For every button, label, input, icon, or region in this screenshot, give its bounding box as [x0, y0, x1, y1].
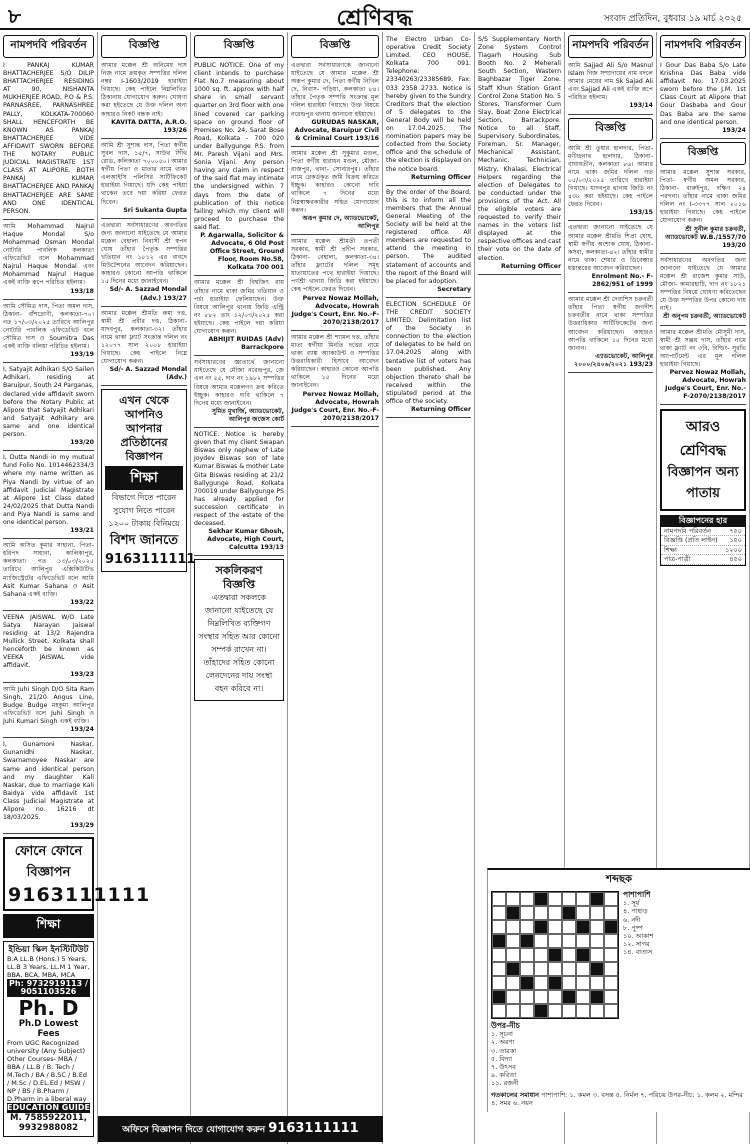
institute-name: ইন্ডিয়া স্কিল ইনস্টিটিউট [8, 945, 89, 956]
ad-signature: GURUDAS NASKAR, Advocate, Baruipur Civil & Criminal Court 193/16 [294, 118, 379, 142]
rate-label: পাত্র-পাত্রী [664, 555, 691, 564]
ad-text: আমার মক্কেল শ্রী শ্যামল দত্ত, তাঁহার মাতা স্বর্গীয়া মিনতি দত্তের নামে থাকা ব্যাঙ্ক অ্যাকাউন্ট ও সম্পত্তির উত্তরাধিকারী হিসাবে আবেদন করিয়াছেন। কাহারও কোনো আপত্তি থাকিলে ১৫ দিনের মধ্যে জানাইবেন। [291, 333, 379, 390]
education-guide-phone: M. 7585922011, 9932988082 [9, 1113, 88, 1134]
crossword-block [506, 962, 520, 976]
across-clue: ১০. আকাশ [623, 932, 654, 941]
ad-signature: 193/18 [70, 287, 94, 295]
ad-text: PUBLIC NOTICE. One of my client intends to purchase Flat No.7 measuring about 1000 sq. ft. approx with half share in small servant quarter on 3rd floor with one lined covered car parking space on ground floor of Premises No. 24, Sarat Bose Road, Kolkata - 700 020 under Ballygunge P.S. from Mr. Paresh Vijani and Mrs. Sonia Vijani. Any person having any claim in respect of the said flat may intimate the undersigned within 7 days from the date of publication of this notice failing which my client will proceed to purchase the said flat. [194, 62, 284, 231]
classified-ad [3, 741, 94, 834]
education-promo [101, 389, 196, 572]
across-clue: ৮. পুষ্প [623, 923, 643, 932]
crossword-cell[interactable] [590, 906, 604, 920]
rate-row [661, 555, 745, 565]
ad-text: এতদ্বারা সর্বসাধারণের অবগতির জন্য জানানো যাইতেছে যে আমার মক্কেল বেহালা নিবাসী শ্রী স্বপন ঘোষ তাঁহার পৈতৃক সম্পত্তির খতিয়ান নং ১৮১২ এর বাবদে মিউটেশনের আবেদন করিয়াছেন। কাহারও কোনো আপত্তি থাকিলে ১৫ দিনের মধ্যে জানাইবেন। [101, 221, 187, 286]
down-clue: ২. অরণ্য [491, 1038, 515, 1047]
crossword-cell[interactable] [506, 976, 520, 990]
crossword-cell[interactable] [604, 892, 618, 906]
classified-ad [3, 614, 94, 683]
ad-text: আমি Mohammad Najrul Haque Mondal S/o Mohammad Osman Mondal নোটারি পাবলিক কলকাতা এফিডেভিট বলে Mohammad Najrul Haque Mondal এবং Mohammad Najrul Haque একই ব্যক্তি রূপে পরিচিত হইলাম। [3, 222, 94, 287]
crossword-block [534, 920, 548, 934]
crossword-cell[interactable] [506, 948, 520, 962]
crossword-cell[interactable] [604, 990, 618, 1004]
more-ads-line-1: আরও শ্রেণিবদ্ধ [679, 419, 727, 460]
consolidation-title: সকলিকরণ বিজ্ঞপ্তি [215, 564, 263, 592]
classified-ad [568, 62, 653, 115]
col2-ad-list [101, 62, 187, 386]
more-ads-box [660, 409, 746, 511]
crossword-cell[interactable] [492, 1004, 506, 1018]
crossword-cell[interactable] [492, 976, 506, 990]
bottom-banner-number[interactable]: 9163111111 [268, 1121, 359, 1136]
classified-ad [386, 301, 471, 418]
ad-text: আমি অসিত কুমার সাহানা, পিতা- হরিপদ সাহানা, কালিকাপুর, কলকাতা। গত ১৩/০৩/২০২৫ তারিখে আলিপুর এক্সিকিউটিভ ম্যাজিস্ট্রেটের এফিডেভিট বলে আমি Asit Kumar Sahana ও Asit Sahana একই ব্যক্তি। [3, 542, 94, 598]
crossword-cell[interactable] [576, 990, 590, 1004]
ad-signature: Pervez Nowaz Mollah, Advocate, Howrah Judge's Court, Enr. No.-F-2070/2138/2017 [291, 294, 379, 326]
crossword-block [562, 990, 576, 1004]
crossword-cell[interactable] [548, 1004, 562, 1018]
crossword-cell[interactable] [492, 948, 506, 962]
crossword-block [534, 1004, 548, 1018]
crossword-cell[interactable] [562, 976, 576, 990]
classified-ad [568, 296, 653, 373]
classified-ad [478, 36, 561, 275]
ad-text: আমার মক্কেল শ্রী অনিমেষ দাস নিজ নামে ক্রয়কৃত সম্পত্তির দলিল নম্বর I-1603/2019 হারাইয়া গিয়াছে। কেহ পাইলে নিম্নলিখিত ঠিকানায় যোগাযোগ করুন। ঘোষণা করা হইতেছে যে উক্ত দলিল অন্য কাহারও নিকট বন্ধক নাই। [101, 62, 187, 118]
rate-value: ১২০০ [725, 545, 742, 554]
classified-ad [194, 279, 284, 356]
rate-value: ৭৫০ [729, 526, 742, 535]
rate-card [660, 515, 746, 566]
ad-text: এতদ্বারা সর্বসাধারণকে জানানো যাইতেছে যে আমার মক্কেল শ্রী অরূপ কুমার দে, পিতা স্বর্গীয় নিখিল দে, নিবাস- গড়িয়া, কলকাতা ৮৪। তাঁহার পৈতৃক সম্পত্তি সংক্রান্ত মূল দলিল হারাইয়া গিয়াছে। উক্ত বিষয়ে নরেন্দ্রপুর থানায় জানানো হইয়াছে। [291, 62, 379, 118]
crossword-block [590, 990, 604, 1004]
crossword-cell[interactable] [548, 962, 562, 976]
down-clue: ৯. কবিতা [491, 1071, 517, 1080]
crossword-cell[interactable] [576, 1004, 590, 1018]
ad-signature: শ্রী সুনীল কুমার চক্রবর্তী, অ্যাডভোকেট W.B./1557/70 193/20 [665, 225, 746, 249]
classified-ad [660, 169, 746, 254]
crossword-cell[interactable] [534, 962, 548, 976]
promo-line-3: বিভাগে দিতে পারেন সুযোগ নিতে পারেন ১২০০ টাকায় বিনিময়ে [108, 493, 180, 529]
ad-signature: 193/24 [722, 126, 746, 134]
ad-signature: সুমিত মুখার্জি, অ্যাডভোকেট, আলিপুর জজেস কোর্ট [211, 407, 284, 423]
classified-ad [386, 36, 471, 186]
rate-rows [661, 527, 745, 565]
rate-value: ১৫০ [729, 536, 742, 545]
ad-text: I, Gunamoni Naskar, Gunanidhi Naskar, Swarnamoyee Naskar are same and identical person and my daughter Kali Naskar, due to marriage Kali Baidya vide affidavit 1st Class Judicial Magistrate at Alipore no. 16216 dt 18/03/2025. [3, 741, 94, 822]
crossword-grid[interactable] [491, 891, 619, 1019]
classified-ad [291, 62, 379, 147]
col7-ad-list-2 [568, 145, 653, 373]
crossword-cell[interactable] [548, 906, 562, 920]
col7-ad-list [568, 62, 653, 115]
ad-signature: 193/23 [70, 670, 94, 678]
classified-ad [101, 310, 187, 387]
name-change-header: নামপদবি পরিবর্তন [3, 35, 94, 58]
ad-signature: KAVITA DATTA, A.R.O. 193/26 [111, 118, 187, 134]
down-clue: ৫. বিদ্যা [491, 1054, 513, 1063]
crossword-cell[interactable] [520, 948, 534, 962]
answer-title: গতকালের সমাধান [491, 1090, 540, 1099]
crossword-block [534, 892, 548, 906]
col5-ad-list [386, 36, 471, 418]
crossword-cell[interactable] [534, 976, 548, 990]
crossword-cell[interactable] [492, 962, 506, 976]
phone-ad-title: ফোনে ফোনে বিজ্ঞাপন [14, 844, 83, 881]
crossword-cell[interactable] [548, 934, 562, 948]
crossword-wrap [491, 891, 747, 1019]
classified-ad [386, 189, 471, 298]
ad-signature: Pervez Nowaz Mollah, Advocate, Howrah Judge's Court, Enr. No.-F-2070/2138/2017 [291, 390, 379, 422]
classified-ad [3, 542, 94, 611]
crossword-cell[interactable] [562, 934, 576, 948]
rate-card-title: বিজ্ঞাপনের হার [661, 516, 745, 527]
crossword-cell[interactable] [520, 962, 534, 976]
education-guide: EDUCATION GUIDE [7, 1103, 90, 1113]
crossword-block [492, 934, 506, 948]
crossword-clues [623, 891, 747, 1019]
down-clues [491, 1030, 747, 1087]
notice-header: বিজ্ঞপ্তি [194, 35, 284, 58]
down-title: উপর-নীচ [491, 1021, 520, 1030]
ad-signature: 193/21 [70, 527, 94, 535]
ad-signature: এ্যাডভোকেট, আলিপুর ২০০০/২৪০৬/২০২১ 193/23 [574, 352, 653, 368]
ad-signature: Sd/- A. Sazzad Mondal (Adv.) 193/27 [109, 286, 187, 302]
ad-signature: Returning Officer [501, 262, 561, 270]
rate-row [661, 527, 745, 537]
crossword-cell[interactable] [506, 934, 520, 948]
ad-text: আমি Sajjad Ali S/o Masnul Islam নিজ সম্প্রদায়ের নাম বদলে আমার মেয়ের নাম Sk Sajad Ali এবং Sajjad Ali একই ব্যক্তি রূপে পরিচিত হইলাম। [568, 62, 653, 102]
crossword-cell[interactable] [604, 962, 618, 976]
crossword-cell[interactable] [562, 962, 576, 976]
classified-ad [568, 145, 653, 222]
crossword-cell[interactable] [590, 920, 604, 934]
crossword-cell[interactable] [562, 892, 576, 906]
classified-ad [660, 329, 746, 406]
bottom-banner-wrap [98, 1112, 383, 1142]
crossword-cell[interactable] [506, 990, 520, 1004]
name-change-header: নামপদবি পরিবর্তন [660, 35, 746, 58]
classified-ad [660, 257, 746, 326]
ad-signature: Enrolment No.- F-2862/951 of 1999 [591, 272, 653, 289]
across-clue: ৬. নদী [623, 915, 641, 924]
phd-subtitle: Ph.D Lowest Fees [18, 1019, 79, 1040]
col8-ad-list [660, 62, 746, 139]
ad-text: ELECTION SCHEDULE OF THE CREDIT SOCIETY LIMITED. Delimitation list of the Society in connection to the election of delegates to be held on 17.04.2025 along with tentative list of voters has been published. Any objection thereto shall be received within the stipulated period at the office of the society. [386, 300, 471, 406]
rate-value: ৪৫০ [729, 555, 742, 564]
ad-text: S/S Supplementary North Zone System Control Tiagarh Housing Sub Booth No. 2 Meherali South Section, Wastern Baghbazar Tiger Zone. Staff Khun Station Grant Control Zone Station No. 5 Stores, Transformer Cum Slay, Boat Zone Electrical Section, Barrackpore. Notice to all Staff, Supervisory Subordinates, Foreman, Sr. Manager, Mechanical Assistant, Mechanic, Technician, Mistry, Khalasi, Electrical Helpers regarding the election of Delegates to be conducted under the provisions of the Act. All the eligible voters are requested to verify their names in the voters list displayed at the respective offices and cast their vote on the date of election. [478, 36, 561, 262]
ad-signature: শ্রী অনুপম চক্রবর্তী, অ্যাডভোকেট [663, 313, 746, 321]
down-clues-block [491, 1022, 747, 1088]
col3-ad-list [194, 62, 284, 556]
phd-text: From UGC Recognized university (Any Subject) Other Courses- MBA / BBA / LL.B / B. Tech / M.Tech / BA / B.SC / B.Ed / M.Sc / D.EL.Ed / MSW / NP / BS / B.Pharm / D.Pharm in a liberal way [7, 1039, 88, 1104]
crossword-cell[interactable] [492, 892, 506, 906]
name-change-header: নামপদবি পরিবর্তন [568, 35, 653, 58]
crossword-answers [491, 1091, 747, 1107]
ad-signature: Secretary [437, 285, 471, 293]
crossword-cell[interactable] [520, 920, 534, 934]
crossword-cell[interactable] [590, 948, 604, 962]
ad-text: এতদ্বারা জানানো যাইতেছে যে আমার মক্কেল শ্রীমতি শিপ্রা ঘোষ, স্বামী স্বর্গীয় অশোক ঘোষ, ঠিকানা- কসবা, কলকাতা-৪২। তাঁহার স্বামীর নামে থাকা শেয়ার ও ডিবেঞ্চার হস্তান্তরের আবেদন করিয়াছেন। [568, 224, 653, 272]
across-title: পাশাপাশি [623, 890, 651, 899]
ad-signature: 193/24 [70, 726, 94, 734]
crossword-panel [487, 868, 750, 1112]
crossword-block [548, 976, 562, 990]
crossword-cell[interactable] [562, 920, 576, 934]
crossword-cell[interactable] [506, 892, 520, 906]
column-3 [191, 32, 288, 1144]
crossword-cell[interactable] [590, 976, 604, 990]
crossword-cell[interactable] [576, 976, 590, 990]
rate-label: বিজ্ঞপ্তি (প্রতি লাইন) [664, 536, 718, 545]
promo-phone[interactable]: বিশদ জানতে 9163111111 [105, 533, 196, 568]
ad-text: I, Satyajit Adhikari S/O Sailen Adhikari, residing at Baruipur, South 24 Parganas, declared vide affidavit sworn before the Notary Public at Alipore that Satyajit Adhikari and Satyajit Adhikary are same and one identical person. [3, 366, 94, 439]
crossword-cell[interactable] [520, 906, 534, 920]
crossword-cell[interactable] [590, 1004, 604, 1018]
classified-ad [291, 334, 379, 427]
ad-text: আমার মক্কেল শ্রী বিশ্বজিৎ রায় তাঁহার নামে থাকা জমির খতিয়ান ও পর্চা হারাইয়া ফেলিয়াছেন। উক্ত বিষয়ে আলিপুর থানায় জিডি এন্ট্রি নং ৮৮২ তাং ১২/০৩/২০২৫ করা হইয়াছে। কেহ পাইলে দয়া করিয়া যোগাযোগ করুন। [194, 279, 284, 335]
notice-header: বিজ্ঞপ্তি [291, 35, 379, 58]
ad-signature: Returning Officer [411, 406, 471, 414]
column-5 [383, 32, 475, 1144]
crossword-block [492, 990, 506, 1004]
classified-ad [194, 359, 284, 428]
ad-signature: 193/19 [70, 351, 94, 359]
ad-text: সর্বসাধারণের অবগতির জন্য জানানো যাইতেছে যে আমার মক্কেল শ্রী রাজেশ কুমার সাউ, মৌজা- কামারহাটি, দাগ নং ১৮২১ সম্পত্তির বিষয়ে ঘোষণা করিতেছেন যে উক্ত সম্পত্তির উপর কোনো দায় নাই। [660, 256, 746, 313]
notice-header: বিজ্ঞপ্তি [568, 118, 653, 141]
phd-title: Ph. D [18, 996, 79, 1021]
ad-text: I PANKAJ KUMAR BHATTACHERJEE S/O DILIP BHATTACHERJEE RESIDING AT 90, NISHANTA MUKHERJEE ROAD, P.O & P.S. PARNASREE, PARNASHREE PALLY, KOLKATA-700060 SHALL HENCEFORTH BE KNOWN AS PANKAJ BHATTACHERJEE VIDE AFFIDAVIT SWORN BEFORE THE NOTARY PUBLIC JUDICIAL MAGISTRATE 1ST CLASS AT ALIPORE. BOTH PANKAJ KUMAR BHATTACHERJEE AND PANKAJ BHATTACHERJEE ARE SAME AND ONE IDENTICAL PERSON. [3, 62, 94, 215]
crossword-cell[interactable] [576, 906, 590, 920]
promo-line-2: শিক্ষা [105, 466, 183, 490]
classified-ad [101, 222, 187, 307]
ad-text: সর্বসাধারণের জ্ঞাতার্থে জানানো যাইতেছে যে মৌজা নরেন্দ্রপুর, জে এল নং ৫৫, দাগ নং ১৯৮২ সম্পত্তির বিষয়ে আমার মক্কেলগণ ক্রয় করিতে ইচ্ছুক। কাহারও দাবি থাকিলে ৭ দিনের মধ্যে জানাইবেন। [194, 359, 284, 407]
ad-text: By the order of the Board, this is to inform all the members that the Annual General Meeting of the Society will be held at the registered office. All members are requested to attend the meeting in person. The audited statement of accounts and the report of the Board will be placed for adoption. [386, 188, 471, 285]
rate-row [661, 546, 745, 556]
page-number: ৮ [8, 4, 21, 28]
across-clues [623, 899, 747, 956]
crossword-cell[interactable] [534, 906, 548, 920]
rate-row [661, 536, 745, 546]
classified-ad [291, 150, 379, 235]
ad-signature: 193/20 [70, 439, 94, 447]
ad-signature: অরূপ কুমার দে, অ্যাডভোকেট, আলিপুর [302, 214, 379, 230]
crossword-cell[interactable] [534, 948, 548, 962]
crossword-cell[interactable] [590, 934, 604, 948]
classified-ad [568, 224, 653, 293]
ad-text: আমার মক্কেল শ্রীমতি রুমা দত্ত, স্বামী শ্রী প্রবীর দত্ত, ঠিকানা- যাদবপুর, কলকাতা-৩২। তাঁহার নামে থাকা ফ্ল্যাট সংক্রান্ত দলিল নং ১২০৭৭ সাল ২০০৮ হারাইয়া গিয়াছে। কেহ পাইলে নিম্নে যোগাযোগ করুন। [101, 309, 187, 366]
crossword-cell[interactable] [604, 906, 618, 920]
col8-ad-list-2 [660, 169, 746, 406]
crossword-block [576, 948, 590, 962]
crossword-block [520, 976, 534, 990]
crossword-cell[interactable] [604, 1004, 618, 1018]
ad-signature: ABHIJIT RUIDAS (Adv) Barrackpore [208, 336, 284, 352]
crossword-cell[interactable] [534, 934, 548, 948]
crossword-cell[interactable] [506, 920, 520, 934]
bottom-banner-text: অফিসে বিজ্ঞাপন দিতে যোগাযোগ করুন [122, 1125, 266, 1135]
col4-ad-list [291, 62, 379, 427]
ad-signature: Sri Sukanta Gupta [123, 206, 187, 214]
crossword-block [548, 948, 562, 962]
more-ads-line-2: বিজ্ঞাপন অন্য পাতায় [667, 465, 739, 502]
crossword-cell[interactable] [562, 948, 576, 962]
crossword-cell[interactable] [520, 1004, 534, 1018]
crossword-title: শব্দছক [606, 874, 632, 885]
crossword-cell[interactable] [534, 990, 548, 1004]
notice-header: বিজ্ঞপ্তি [660, 142, 746, 165]
ad-text: The Electro Urban Co-operative Credit Society Limited. CEO HOUSE, Kolkata 700 091. Telephone: 23340263/23385689, Fax: 033 2358 2733. Notice is hereby given to the Sundry Creditors that the election of 5 delegates to the General Body will be held on 17.04.2025. The nomination papers may be collected from the Society office and the schedule of the election is displayed on the notice board. [386, 36, 471, 173]
classified-ad [660, 62, 746, 139]
classified-ad [101, 62, 187, 139]
crossword-cell[interactable] [604, 934, 618, 948]
crossword-cell[interactable] [520, 892, 534, 906]
classified-ad [3, 62, 94, 220]
crossword-block [562, 906, 576, 920]
bottom-banner [98, 1116, 383, 1142]
crossword-cell[interactable] [576, 934, 590, 948]
classified-ad [3, 454, 94, 539]
col1-ad-list [3, 62, 94, 834]
ad-text: আমার মক্কেল শ্রীমতী তপতী সরকার, স্বামী শ্রী প্রদীপ সরকার, ঠিকানা- বেহালা, কলকাতা-৩৪। তাঁহার ফ্ল্যাটের দলিল সমূহ যাতায়াতের পথে হারাইয়া গিয়াছে। পর্ণশ্রী থানায় জিডি করা হইয়াছে। কেহ পাইলে ফেরত দিবেন। [291, 237, 379, 294]
masthead [0, 0, 750, 30]
crossword-cell[interactable] [548, 892, 562, 906]
ad-text: আমার মক্কেল সুশান্ত সরকার, পিতা- স্বর্গীয় অমল সরকার, ঠিকানা- বারুইপুর, দক্ষিণ ২৪ পরগনা। তাঁহার নামে থাকা জমির দলিল নং I-৩৩৭৭ সাল ২০১৬ হারাইয়া গিয়াছে। কেহ পাইলে যোগাযোগ করুন। [660, 168, 746, 225]
col6-ad-list [478, 36, 561, 275]
section-title: শ্রেণিবদ্ধ [336, 5, 414, 31]
crossword-cell[interactable] [604, 976, 618, 990]
consolidation-notice [194, 559, 284, 701]
classified-ad [194, 431, 284, 556]
institute-phone: Ph: 9732919113 / 9051103526 [7, 979, 90, 997]
ad-signature: P. Agarwalla, Solicitor & Advocate, 6 Old Post Office Street, Ground Floor, Room No.58, Kolkata 700 001 [200, 231, 284, 272]
classified-ad [3, 686, 94, 739]
ad-signature: Returning Officer [411, 173, 471, 181]
classified-ad [101, 142, 187, 219]
crossword-cell[interactable] [492, 920, 506, 934]
classified-ad [194, 62, 284, 276]
ad-signature: 193/14 [629, 102, 653, 110]
consolidation-text: এতদ্বারা সকলকে জানানো যাইতেছে যে নিম্নলিখিত ব্যক্তিগণ সংস্থার সহিত আর কোনো সম্পর্ক রাখেন না। তাঁহাদের সহিত কোনো লেনদেনের দায় সংস্থা বহন করিবে না। [198, 593, 280, 694]
crossword-block [590, 962, 604, 976]
crossword-block [590, 892, 604, 906]
down-clue: ৩. তারকা [491, 1046, 517, 1055]
education-ad [3, 941, 94, 1137]
ad-signature: Sd/- A. Sazzad Mondal (Adv.) [109, 366, 187, 382]
crossword-cell[interactable] [506, 1004, 520, 1018]
across-clue: ১. সূর্য [623, 899, 640, 908]
down-clue: ৭. উৎসব [491, 1063, 516, 1072]
classified-ad [3, 223, 94, 300]
ad-signature: 193/29 [70, 822, 94, 830]
crossword-block [604, 920, 618, 934]
phone-ad-box [3, 837, 151, 911]
across-clue: ১২. সাগর [623, 940, 650, 949]
ad-text: আমার মক্কেল শ্রী দেবাশিস চক্রবর্তী তাঁহার পিতা স্বর্গীয় জগদীশ চক্রবর্তীর নামে থাকা সম্পত্তির উত্তরাধিকার সার্টিফিকেটের জন্য আবেদন করিয়াছেন। কাহারও আপত্তি থাকিলে ১৫ দিনের মধ্যে জানান। [568, 296, 653, 352]
phone-ad-number[interactable]: 9163111111 [8, 884, 151, 907]
ad-text: আমি Juhi Singh D/O Sita Ram Singh, 21/20 Angus Line, Budge Budge মহকুমা আলিপুর এফিডেভিট বলে Juhi Singh ও Juhi Kumari Singh একই ব্যক্তি। [3, 685, 94, 726]
promo-line-1: এখন থেকে আপনিও আপনার প্রতিষ্ঠানের বিজ্ঞাপন [119, 394, 169, 464]
crossword-cell[interactable] [520, 990, 534, 1004]
crossword-cell[interactable] [562, 1004, 576, 1018]
answer-text: পাশাপাশি: ১. কমল ৩. বসন্ত ৫. নির্মল ৭. পরিচয় উপর-নীচ: ১. কলম ২. মন্দির ৪. সমর ৬. নয়ন [491, 1090, 743, 1107]
down-clue: ১১. রজনী [491, 1079, 519, 1088]
crossword-cell[interactable] [576, 962, 590, 976]
ad-text: আমার মক্কেল শ্রী সুকুমার মণ্ডল, পিতা স্বর্গীয় হারাধন মণ্ডল, মৌজা- রাজপুর, থানা- সোনারপুর। তাঁহার নামে রেকর্ডকৃত জমি বিক্রয় করিতে ইচ্ছুক। কাহারও কোনো দাবি থাকিলে ৭ দিনের মধ্যে নিম্নস্বাক্ষরকারীর সহিত যোগাযোগ করুন। [291, 149, 379, 214]
course-list: B.A LL.B (Hons.) 5 Years, LL.B 3 Years, LL.M 1 Year, BBA, BCA, MBA, MCA [7, 955, 90, 980]
rate-label: নামপদবি পরিবর্তন [664, 526, 711, 535]
crossword-cell[interactable] [576, 892, 590, 906]
date-line: সংবাদ প্রতিদিন, বুধবার ১৯ মার্চ ২০২৫ [603, 14, 742, 24]
crossword-cell[interactable] [548, 990, 562, 1004]
ad-signature: Pervez Nowaz Mollah, Advocate, Howrah Judge's Court, Enr. No.-F-2070/2138/2017 [665, 369, 746, 401]
rate-label: শিক্ষা [664, 545, 677, 554]
ad-text: VEENA JAISWAL W/O Late Satya Narayan Jaiswal residing at 13/2 Rajendra Mullick Street, Kolkata shall henceforth be known as VEEKA JAISWAL vide affidavit. [3, 613, 94, 670]
ad-text: NOTICE. Notice is hereby given that my client Swapan Biswas only nephew of Late Joydev Biswas son of late Kumar Biswas & mother Late Gita Biswas residing at 21/2 Ballygunge Road, Kolkata 700019 under Ballygunge PS has already applied for succession certificate in respect of the estate of the deceased. [194, 431, 284, 528]
across-clue: ৪. পাহাড় [623, 907, 648, 916]
ad-signature: Sekhar Kumar Ghosh, Advocate, High Court, Calcutta 193/13 [207, 528, 284, 552]
ad-signature: 193/15 [629, 209, 653, 217]
crossword-cell[interactable] [604, 948, 618, 962]
ad-text: আমি সৌমিত্র দাস, পিতা অমল দাস, ঠিকানা- বাঁশদ্রোণী, কলকাতা-৭০। গত ১৭/০৩/২০২৫ তারিখে আলিপুর নোটারি পাবলিক এফিডেভিট বলে সৌমিত্র দাস ও Soumitra Das একই ব্যক্তি বলিয়া পরিচিত হইলাম। [3, 302, 94, 351]
classified-ad [3, 303, 94, 364]
crossword-block [520, 934, 534, 948]
ad-signature: 193/22 [70, 598, 94, 606]
classified-ad [291, 238, 379, 331]
crossword-cell[interactable] [492, 906, 506, 920]
across-clue: ১৪. বাতাস [623, 948, 653, 957]
ad-text: I Gour Das Baba S/o Late Krishna Das Baba vide affidavit No. 17.03.2025 sworn before the J.M. 1st Class Court at Alipore that Gour Dasbaba and Gour Das Baba are the same and one identical person. [660, 62, 746, 126]
ad-text: আমি শ্রী তুষার হালদার, পিতা- মণীন্দ্রনাথ হালদার, ঠিকানা- বাঘাযতীন, কলকাতা ৮৬। আমার নামে থাকা জমির দলিল গত ০৫/০৩/২০২৫ তারিখে হারাইয়া গিয়াছে। যাদবপুর থানায় জিডি নং ৪৩৮ করা হইয়াছে। কেহ পাইলে ফেরত দিবেন। [568, 144, 653, 209]
crossword-cell[interactable] [548, 920, 562, 934]
crossword-block [506, 906, 520, 920]
down-clue: ১. সূচনা [491, 1030, 513, 1039]
notice-header: বিজ্ঞপ্তি [101, 35, 187, 58]
ad-text: আমি শ্রী সুশান্ত দাস, পিতা স্বর্গীয় সুবল দাস, ১৫/৭, সাউথ সিঁথি রোড, কলিকাতা ৭০০০৫০। আমার স্বর্গীয় পিতা ও মাতার নামে থাকা এলআইসি পলিসির সার্টিফিকেট হারাইয়া গিয়াছে। যদি কেহ পাইয়া থাকেন তবে দয়া করিয়া ফেরত দিবেন। [101, 141, 187, 206]
ad-text: I, Dutta Nandi in my mutual fund Folio No. 1014462334/3 where my name written as Piya Nandi by virtue of an affidavit Judicial Magistrate at Alipore 1st Class dated 24/02/2025 that Dutta Nandi and Piya Nandi is same and one identical person. [3, 454, 94, 526]
ad-text: আমার মক্কেল শ্রীমতি মৌসুমী দাস, স্বামী শ্রী সঞ্জয় দাস, তাঁহার নামে থাকা ফ্ল্যাট নং ৩বি, বিল্ডিং- সুরভি অ্যাপার্টমেন্ট এর মূল দলিল হারাইয়া গিয়াছে। [660, 328, 746, 368]
column-4 [288, 32, 383, 1144]
education-header: শিক্ষা [3, 914, 94, 938]
crossword-block [576, 920, 590, 934]
classified-ad [3, 366, 94, 451]
